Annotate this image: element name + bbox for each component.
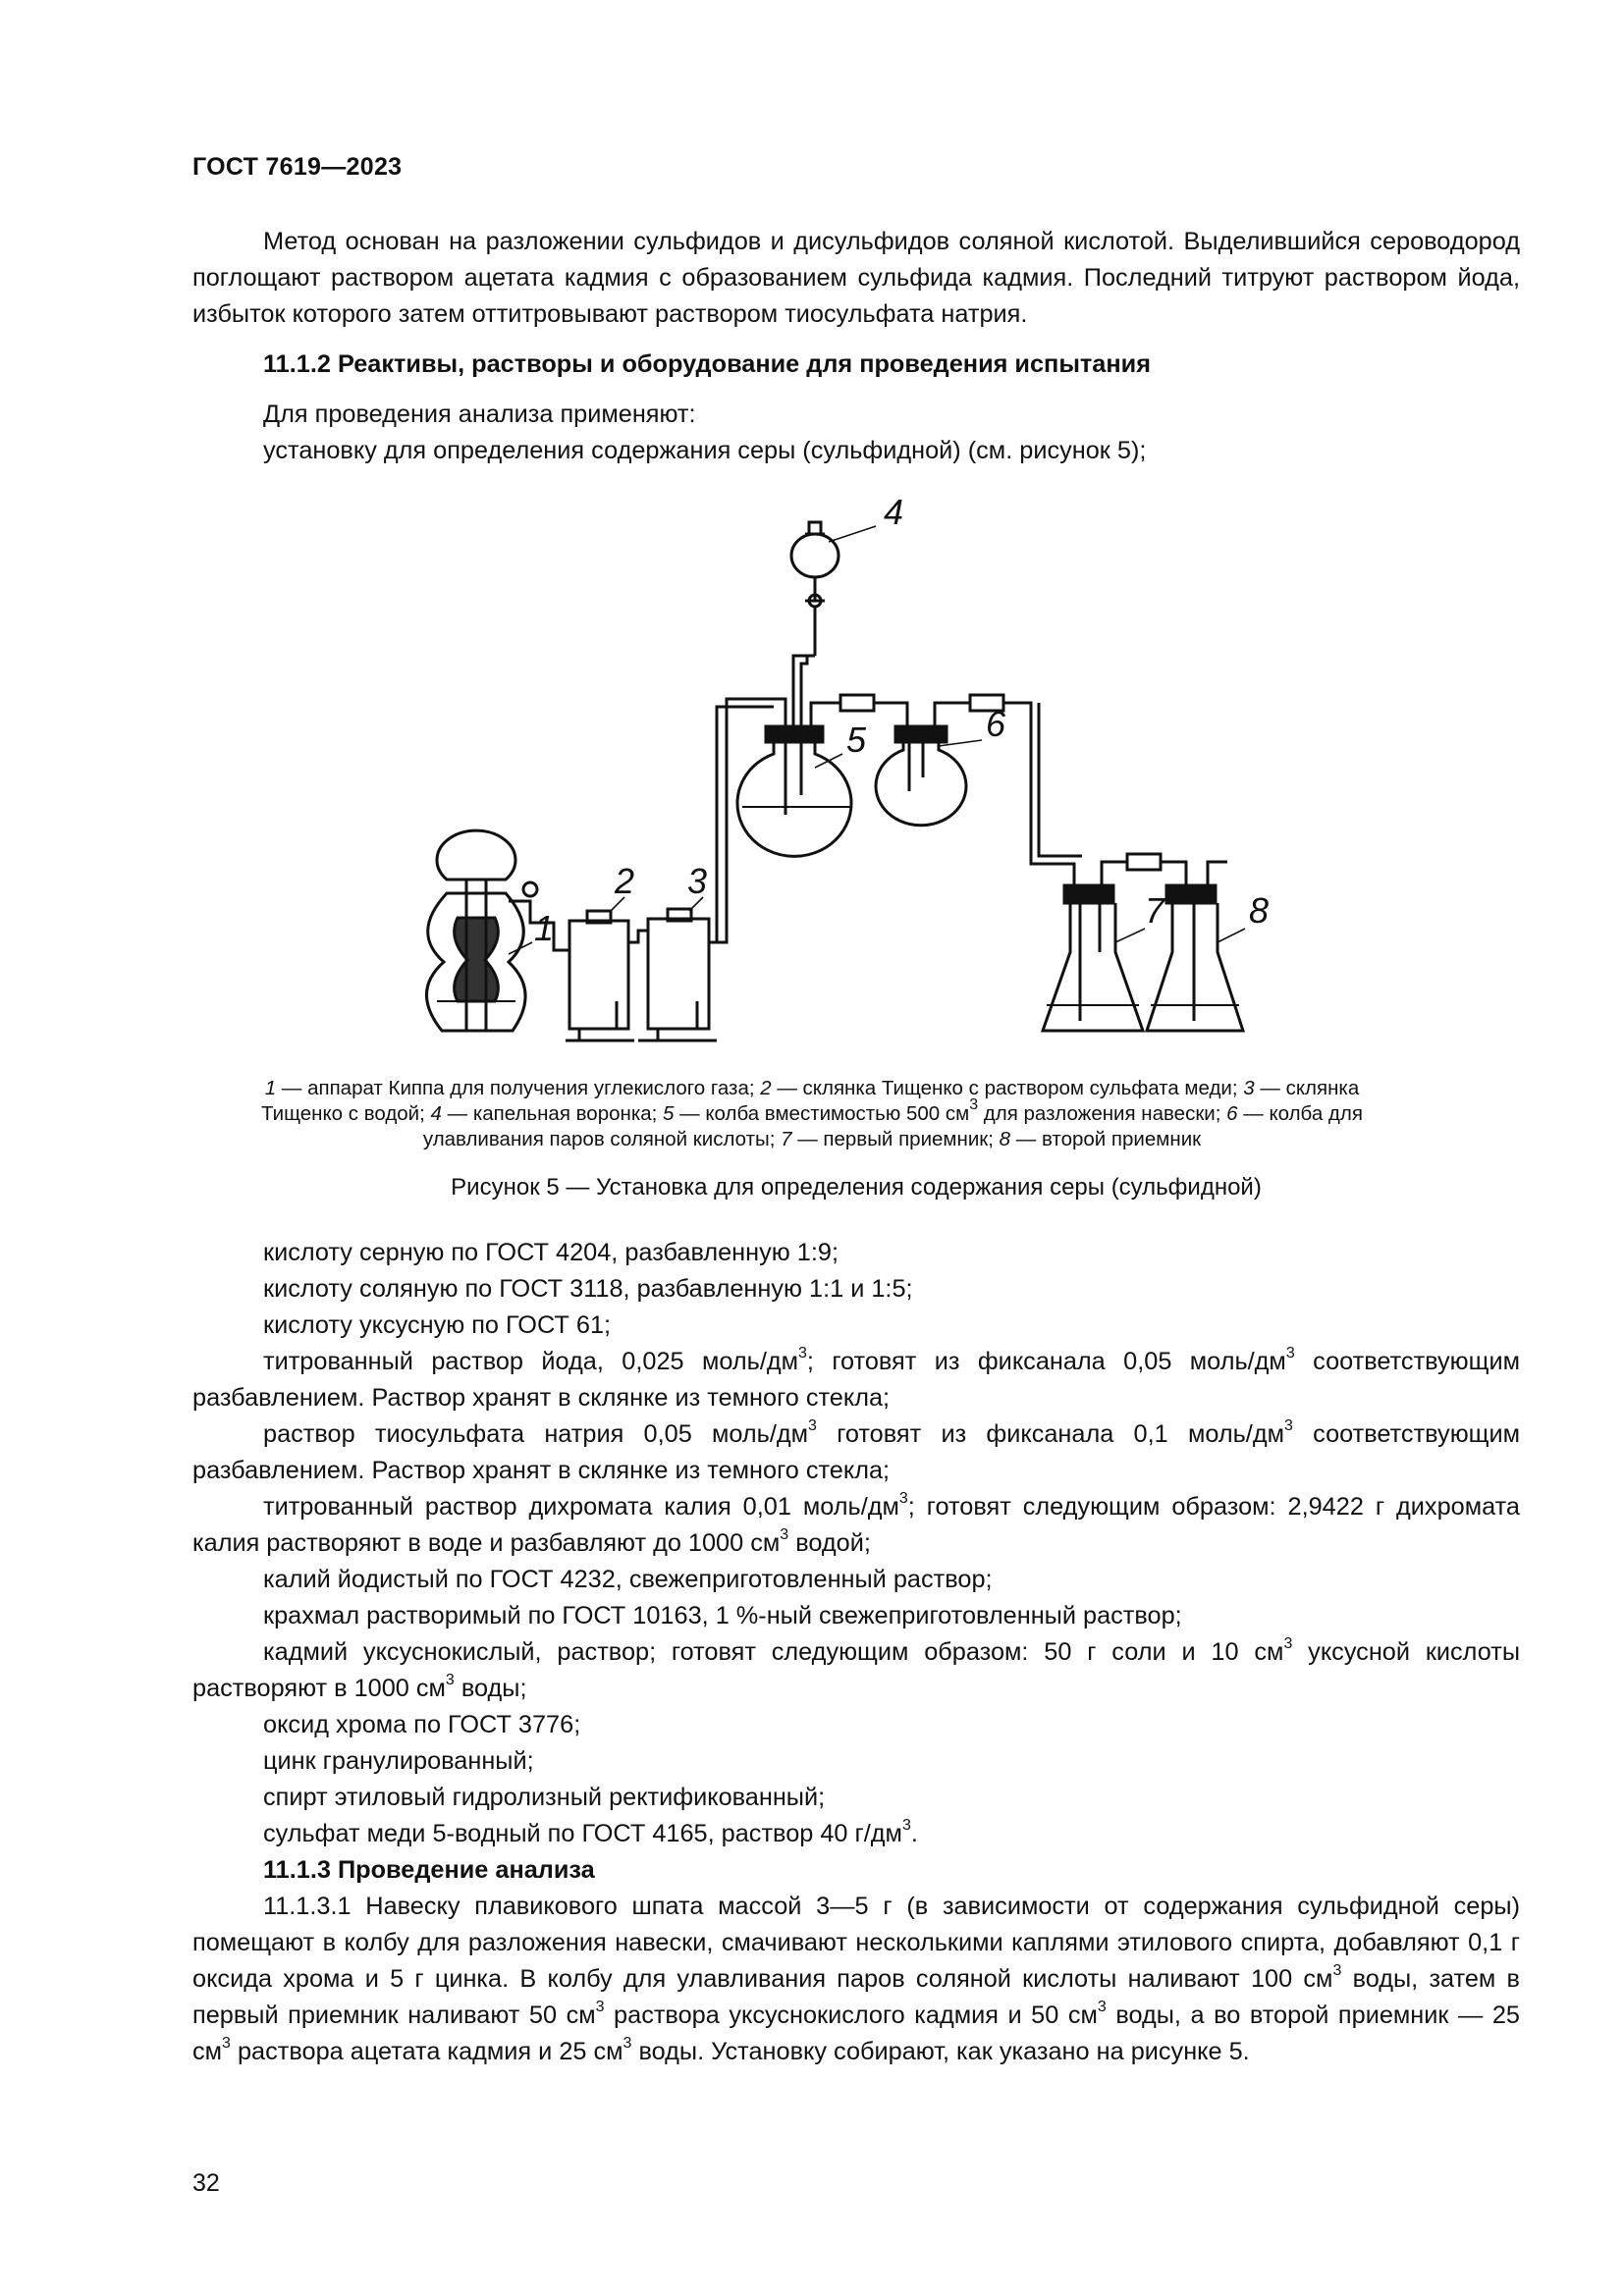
text-line: Для проведения анализа применяют: bbox=[263, 400, 696, 428]
second-receiver-drawing bbox=[1147, 862, 1243, 1031]
superscript: 3 bbox=[595, 1998, 605, 2015]
figure-label-8: 8 bbox=[1249, 890, 1270, 931]
superscript: 3 bbox=[623, 2034, 632, 2052]
text-span: ; готовят из фиксанала 0,05 моль/дм bbox=[806, 1348, 1286, 1375]
legend-num: 7 bbox=[781, 1128, 792, 1150]
superscript: 3 bbox=[445, 1671, 455, 1688]
superscript: 3 bbox=[222, 2034, 231, 2052]
text-span: раствора уксуснокислого кадмия и 50 см bbox=[604, 2002, 1098, 2029]
legend-num: 3 bbox=[1243, 1077, 1255, 1099]
reagent-item: оксид хрома по ГОСТ 3776; bbox=[263, 1711, 581, 1738]
dropping-funnel-drawing bbox=[791, 522, 839, 732]
tishchenko-bottle-1-drawing bbox=[554, 911, 634, 1041]
figure-label-3: 3 bbox=[687, 861, 708, 901]
procedure-paragraph bbox=[192, 1889, 1520, 2070]
text-span: готовят из фиксанала 0,1 моль/дм bbox=[816, 1420, 1284, 1448]
superscript: 3 bbox=[1283, 1634, 1293, 1652]
legend-num: 4 bbox=[430, 1102, 442, 1125]
superscript: 3 bbox=[1332, 1961, 1342, 1979]
text-span: соответствующим разбавлением. Раствор хранят в склянке из темного стекла; bbox=[192, 1348, 1520, 1412]
reagent-item bbox=[192, 1344, 1520, 1416]
text-span: воды, затем в первый приемник наливают 50 см bbox=[192, 1965, 1520, 2029]
legend-text: — склянка Тищенко с раствором сульфата меди; bbox=[771, 1077, 1244, 1099]
superscript: 3 bbox=[969, 1096, 979, 1114]
figure-label-7: 7 bbox=[1145, 890, 1165, 931]
reagent-item: цинк гранулированный; bbox=[263, 1747, 534, 1775]
reagent-item: кислоту серную по ГОСТ 4204, разбавленную 1:9; bbox=[263, 1239, 839, 1266]
text-span: раствор тиосульфата натрия 0,05 моль/дм bbox=[263, 1420, 809, 1448]
text-span: воды. Установку собирают, как указано на рисунке 5. bbox=[631, 2038, 1250, 2065]
superscript: 3 bbox=[898, 1489, 908, 1507]
legend-text: — первый приемник; bbox=[791, 1128, 1000, 1150]
figure-legend bbox=[255, 1076, 1369, 1152]
text-span: водой; bbox=[788, 1529, 871, 1557]
legend-text: — второй приемник bbox=[1010, 1128, 1202, 1150]
text-span: титрованный раствор йода, 0,025 моль/дм bbox=[263, 1348, 799, 1375]
text-line: установку для определения содержания серы (сульфидной) (см. рисунок 5); bbox=[263, 437, 1147, 464]
reagent-item: крахмал растворимый по ГОСТ 10163, 1 %-ный свежеприготовленный раствор; bbox=[263, 1602, 1182, 1629]
figure-label-2: 2 bbox=[615, 861, 635, 901]
text-span: . bbox=[910, 1820, 918, 1847]
figure-label-1: 1 bbox=[534, 908, 555, 948]
superscript: 3 bbox=[1285, 1344, 1295, 1362]
section-heading-11-1-2: 11.1.2 Реактивы, растворы и оборудование для проведения испытания bbox=[263, 350, 1151, 378]
legend-text: — колба для улавливания паров соляной кислоты; bbox=[422, 1102, 1363, 1150]
text-span: титрованный раствор дихромата калия 0,01 моль/дм bbox=[263, 1493, 899, 1521]
text-span: соответствующим разбавлением. Раствор хранят в склянке из темного стекла; bbox=[192, 1420, 1520, 1484]
figure-label-6: 6 bbox=[986, 704, 1006, 744]
reagent-item bbox=[192, 1634, 1520, 1707]
text-span: раствора ацетата кадмия и 25 см bbox=[230, 2038, 623, 2065]
figure-label-4: 4 bbox=[884, 492, 904, 532]
document-header: ГОСТ 7619—2023 bbox=[192, 153, 403, 181]
superscript: 3 bbox=[901, 1816, 911, 1834]
reagent-item: кислоту соляную по ГОСТ 3118, разбавленную 1:1 и 1:5; bbox=[263, 1275, 913, 1303]
page-number: 32 bbox=[192, 2169, 220, 2197]
reagent-item bbox=[192, 1816, 1520, 1852]
text-span: воды, а во второй приемник — 25 см bbox=[192, 2002, 1520, 2065]
text-span: кадмий уксуснокислый, раствор; готовят следующим образом: 50 г соли и 10 см bbox=[263, 1638, 1284, 1666]
tishchenko-bottle-2-drawing bbox=[638, 909, 717, 1041]
legend-text: — склянка Тищенко с водой; bbox=[261, 1077, 1360, 1125]
superscript: 3 bbox=[780, 1525, 789, 1543]
figure-label-5: 5 bbox=[846, 720, 867, 760]
first-receiver-drawing bbox=[1043, 885, 1143, 1031]
legend-num: 2 bbox=[760, 1077, 772, 1099]
legend-num: 5 bbox=[663, 1102, 675, 1125]
hcl-trap-flask-drawing bbox=[876, 726, 966, 826]
superscript: 3 bbox=[808, 1416, 817, 1434]
reagent-item: спирт этиловый гидролизный ректификованный; bbox=[263, 1784, 826, 1811]
legend-num: 6 bbox=[1226, 1102, 1238, 1125]
legend-text: — аппарат Киппа для получения углекислого газа; bbox=[276, 1077, 761, 1099]
legend-num: 8 bbox=[999, 1128, 1011, 1150]
superscript: 3 bbox=[1097, 1998, 1107, 2015]
reagent-item bbox=[192, 1416, 1520, 1489]
intro-block bbox=[192, 224, 1520, 469]
section-heading-11-1-3: 11.1.3 Проведение анализа bbox=[263, 1856, 595, 1884]
legend-text: для разложения навески; bbox=[978, 1102, 1227, 1125]
legend-num: 1 bbox=[264, 1077, 277, 1099]
reagent-item: калий йодистый по ГОСТ 4232, свежеприготовленный раствор; bbox=[263, 1566, 993, 1593]
intro-paragraph: Метод основан на разложении сульфидов и дисульфидов соляной кислотой. Выделившийся сероводород поглощают раствором ацетата кадмия с образованием сульфида кадмия. Последний титруют раствором йода, избыток которого затем оттитровывают раствором тиосульфата натрия. bbox=[192, 228, 1520, 328]
legend-text: — капельная воронка; bbox=[441, 1102, 664, 1125]
text-span: ; готовят следующим образом: 2,9422 г дихромата калия растворяют в воде и разбавляют до 1000 см bbox=[192, 1493, 1520, 1557]
text-span: сульфат меди 5-водный по ГОСТ 4165, раствор 40 г/дм bbox=[263, 1820, 902, 1847]
legend-text: — колба вместимостью 500 см bbox=[674, 1102, 970, 1125]
superscript: 3 bbox=[798, 1344, 807, 1362]
reagent-item bbox=[192, 1489, 1520, 1562]
figure-title: Рисунок 5 — Установка для определения содержания серы (сульфидной) bbox=[451, 1174, 1262, 1201]
decomposition-flask-drawing bbox=[737, 726, 851, 856]
apparatus-figure bbox=[393, 491, 1316, 1050]
reagent-item: кислоту уксусную по ГОСТ 61; bbox=[263, 1311, 612, 1339]
text-span: 11.1.3.1 Навеску плавикового шпата массой 3—5 г (в зависимости от содержания сульфидной серы) помещают в колбу для разложения навески, смачивают несколькими каплями этилового спирта, добавляют 0,1 г оксида хрома и 5 г цинка. В колбу для улавливания паров соляной кислоты наливают 100 см bbox=[192, 1893, 1520, 1993]
superscript: 3 bbox=[1283, 1416, 1293, 1434]
reagents-block bbox=[192, 1235, 1520, 2070]
text-span: воды; bbox=[454, 1675, 527, 1702]
text-span: уксусной кислоты растворяют в 1000 см bbox=[192, 1638, 1521, 1702]
